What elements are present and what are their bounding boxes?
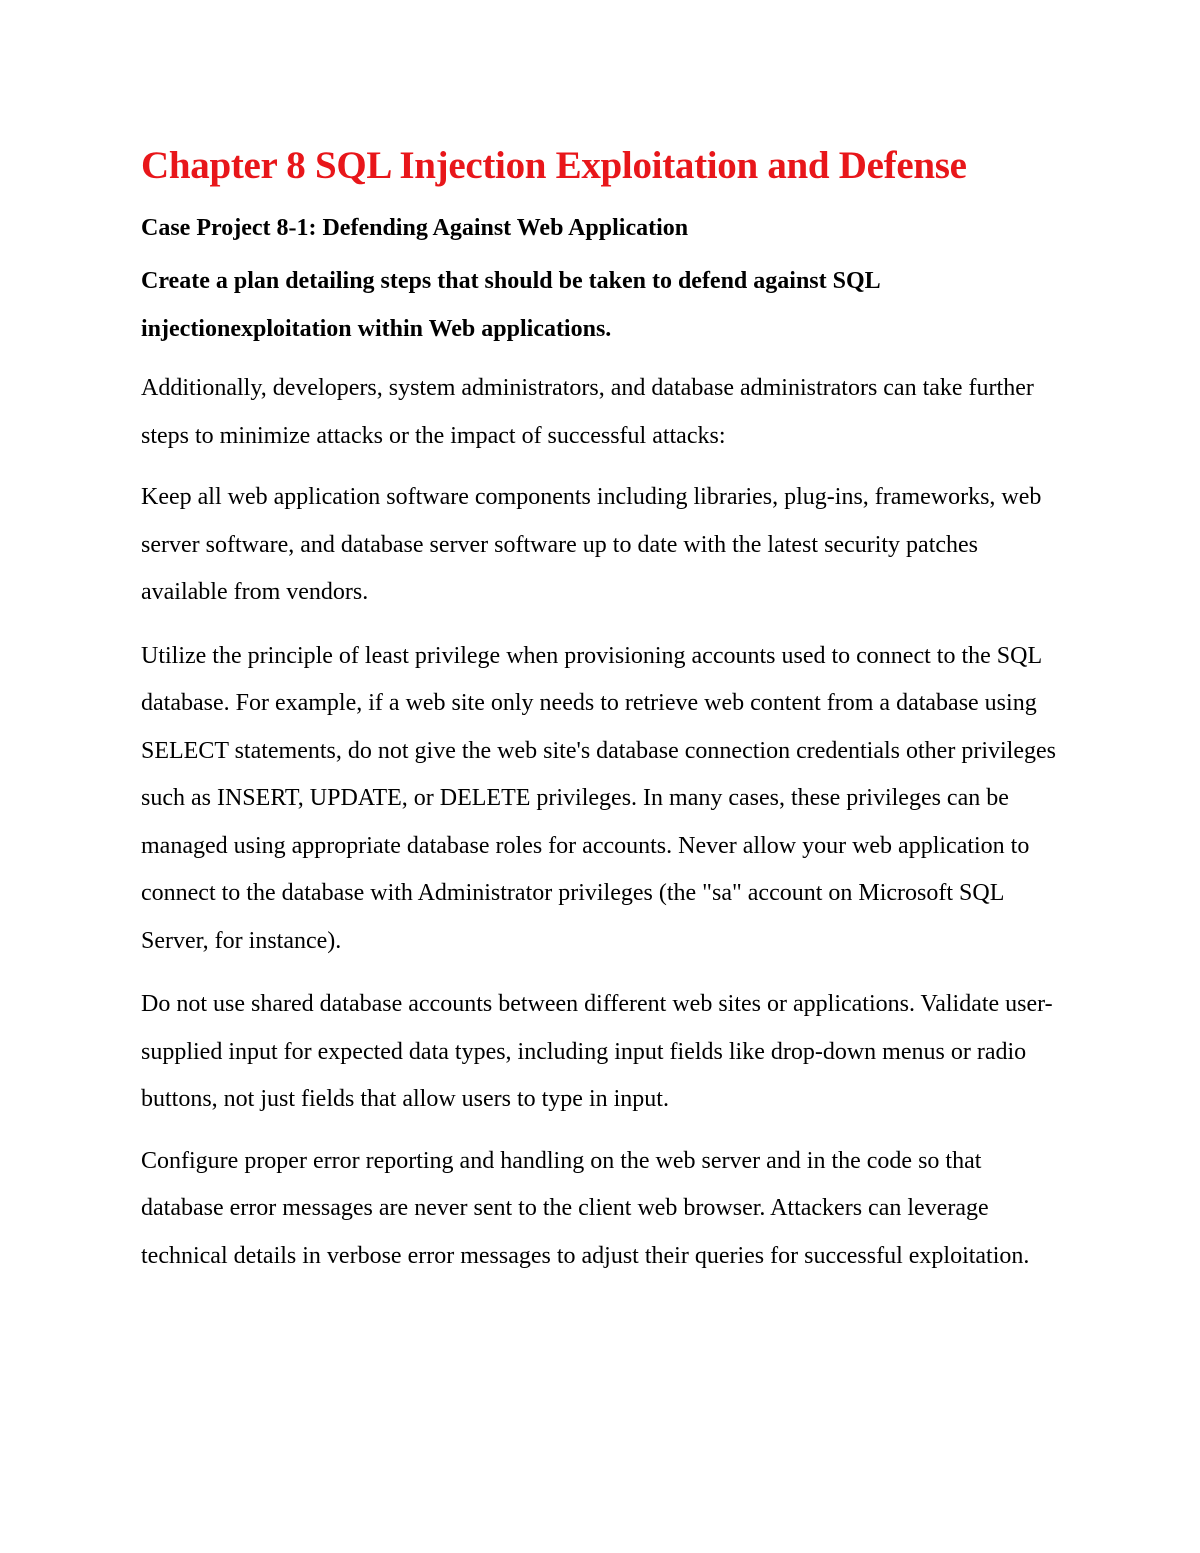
chapter-title: Chapter 8 SQL Injection Exploitation and Defense bbox=[141, 144, 967, 187]
paragraph-additionally: Additionally, developers, system administrators, and database administrators can take further steps to minimize attacks or the impact of successful attacks: bbox=[141, 375, 1034, 449]
paragraph-keep-updated: Keep all web application software components including libraries, plug-ins, frameworks, web server software, and database server software up to date with the latest security patches available from vendors. bbox=[141, 484, 1042, 605]
paragraph-error-reporting: Configure proper error reporting and handling on the web server and in the code so that database error messages are never sent to the client web browser. Attackers can leverage technical details in verbose error messages to adjust their queries for successful exploitation. bbox=[141, 1147, 1030, 1269]
paragraph-shared-accounts: Do not use shared database accounts between different web sites or applications. Validate user-supplied input for expected data types, including input fields like drop-down menus or radio buttons, not just fields that allow users to type in input. bbox=[141, 991, 1053, 1112]
document-body bbox=[141, 138, 1066, 1280]
case-project-heading: Case Project 8-1: Defending Against Web Application bbox=[141, 215, 689, 241]
assignment-prompt: Create a plan detailing steps that should be taken to defend against SQL injectionexploitation within Web applications. bbox=[141, 268, 880, 342]
paragraph-least-privilege: Utilize the principle of least privilege when provisioning accounts used to connect to the SQL database. For example, if a web site only needs to retrieve web content from a database using SELECT statements, do not give the web site's database connection credentials other privileges such as INSERT, UPDATE, or DELETE privileges. In many cases, these privileges can be managed using appropriate database roles for accounts. Never allow your web application to connect to the database with Administrator privileges (the "sa" account on Microsoft SQL Server, for instance). bbox=[141, 642, 1056, 954]
